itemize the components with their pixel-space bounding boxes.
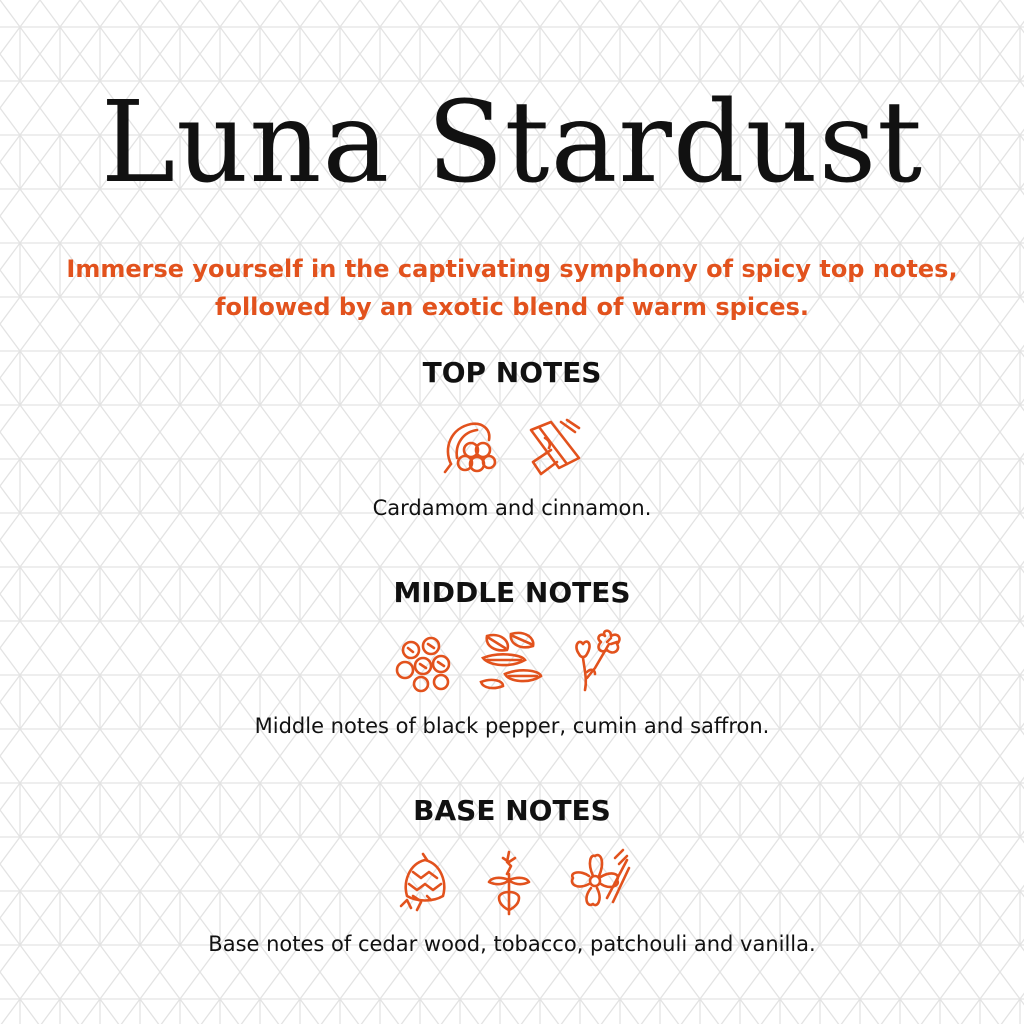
- top-notes-description: Cardamom and cinnamon.: [372, 496, 652, 520]
- cinnamon-icon: [521, 414, 587, 480]
- patchouli-icon: [477, 848, 543, 918]
- black-pepper-icon: [393, 628, 459, 694]
- product-title: Luna Stardust: [100, 78, 924, 208]
- middle-notes-icons: [0, 628, 1024, 694]
- base-notes-description: Base notes of cedar wood, tobacco, patchouli and vanilla.: [208, 932, 816, 956]
- saffron-icon: [565, 628, 631, 694]
- middle-notes-description: Middle notes of black pepper, cumin and saffron.: [254, 714, 770, 738]
- cedar-cone-icon: [393, 848, 459, 918]
- cardamom-icon: [437, 414, 503, 480]
- cumin-icon: [477, 628, 547, 694]
- top-notes-heading: TOP NOTES: [422, 356, 602, 389]
- top-notes-icons: [0, 414, 1024, 480]
- product-tagline: Immerse yourself in the captivating symphony of spicy top notes, followed by an exotic blend of warm spices.: [66, 255, 958, 321]
- middle-notes-heading: MIDDLE NOTES: [393, 576, 631, 609]
- base-notes-icons: [0, 848, 1024, 918]
- base-notes-heading: BASE NOTES: [413, 794, 611, 827]
- vanilla-flower-icon: [561, 848, 631, 918]
